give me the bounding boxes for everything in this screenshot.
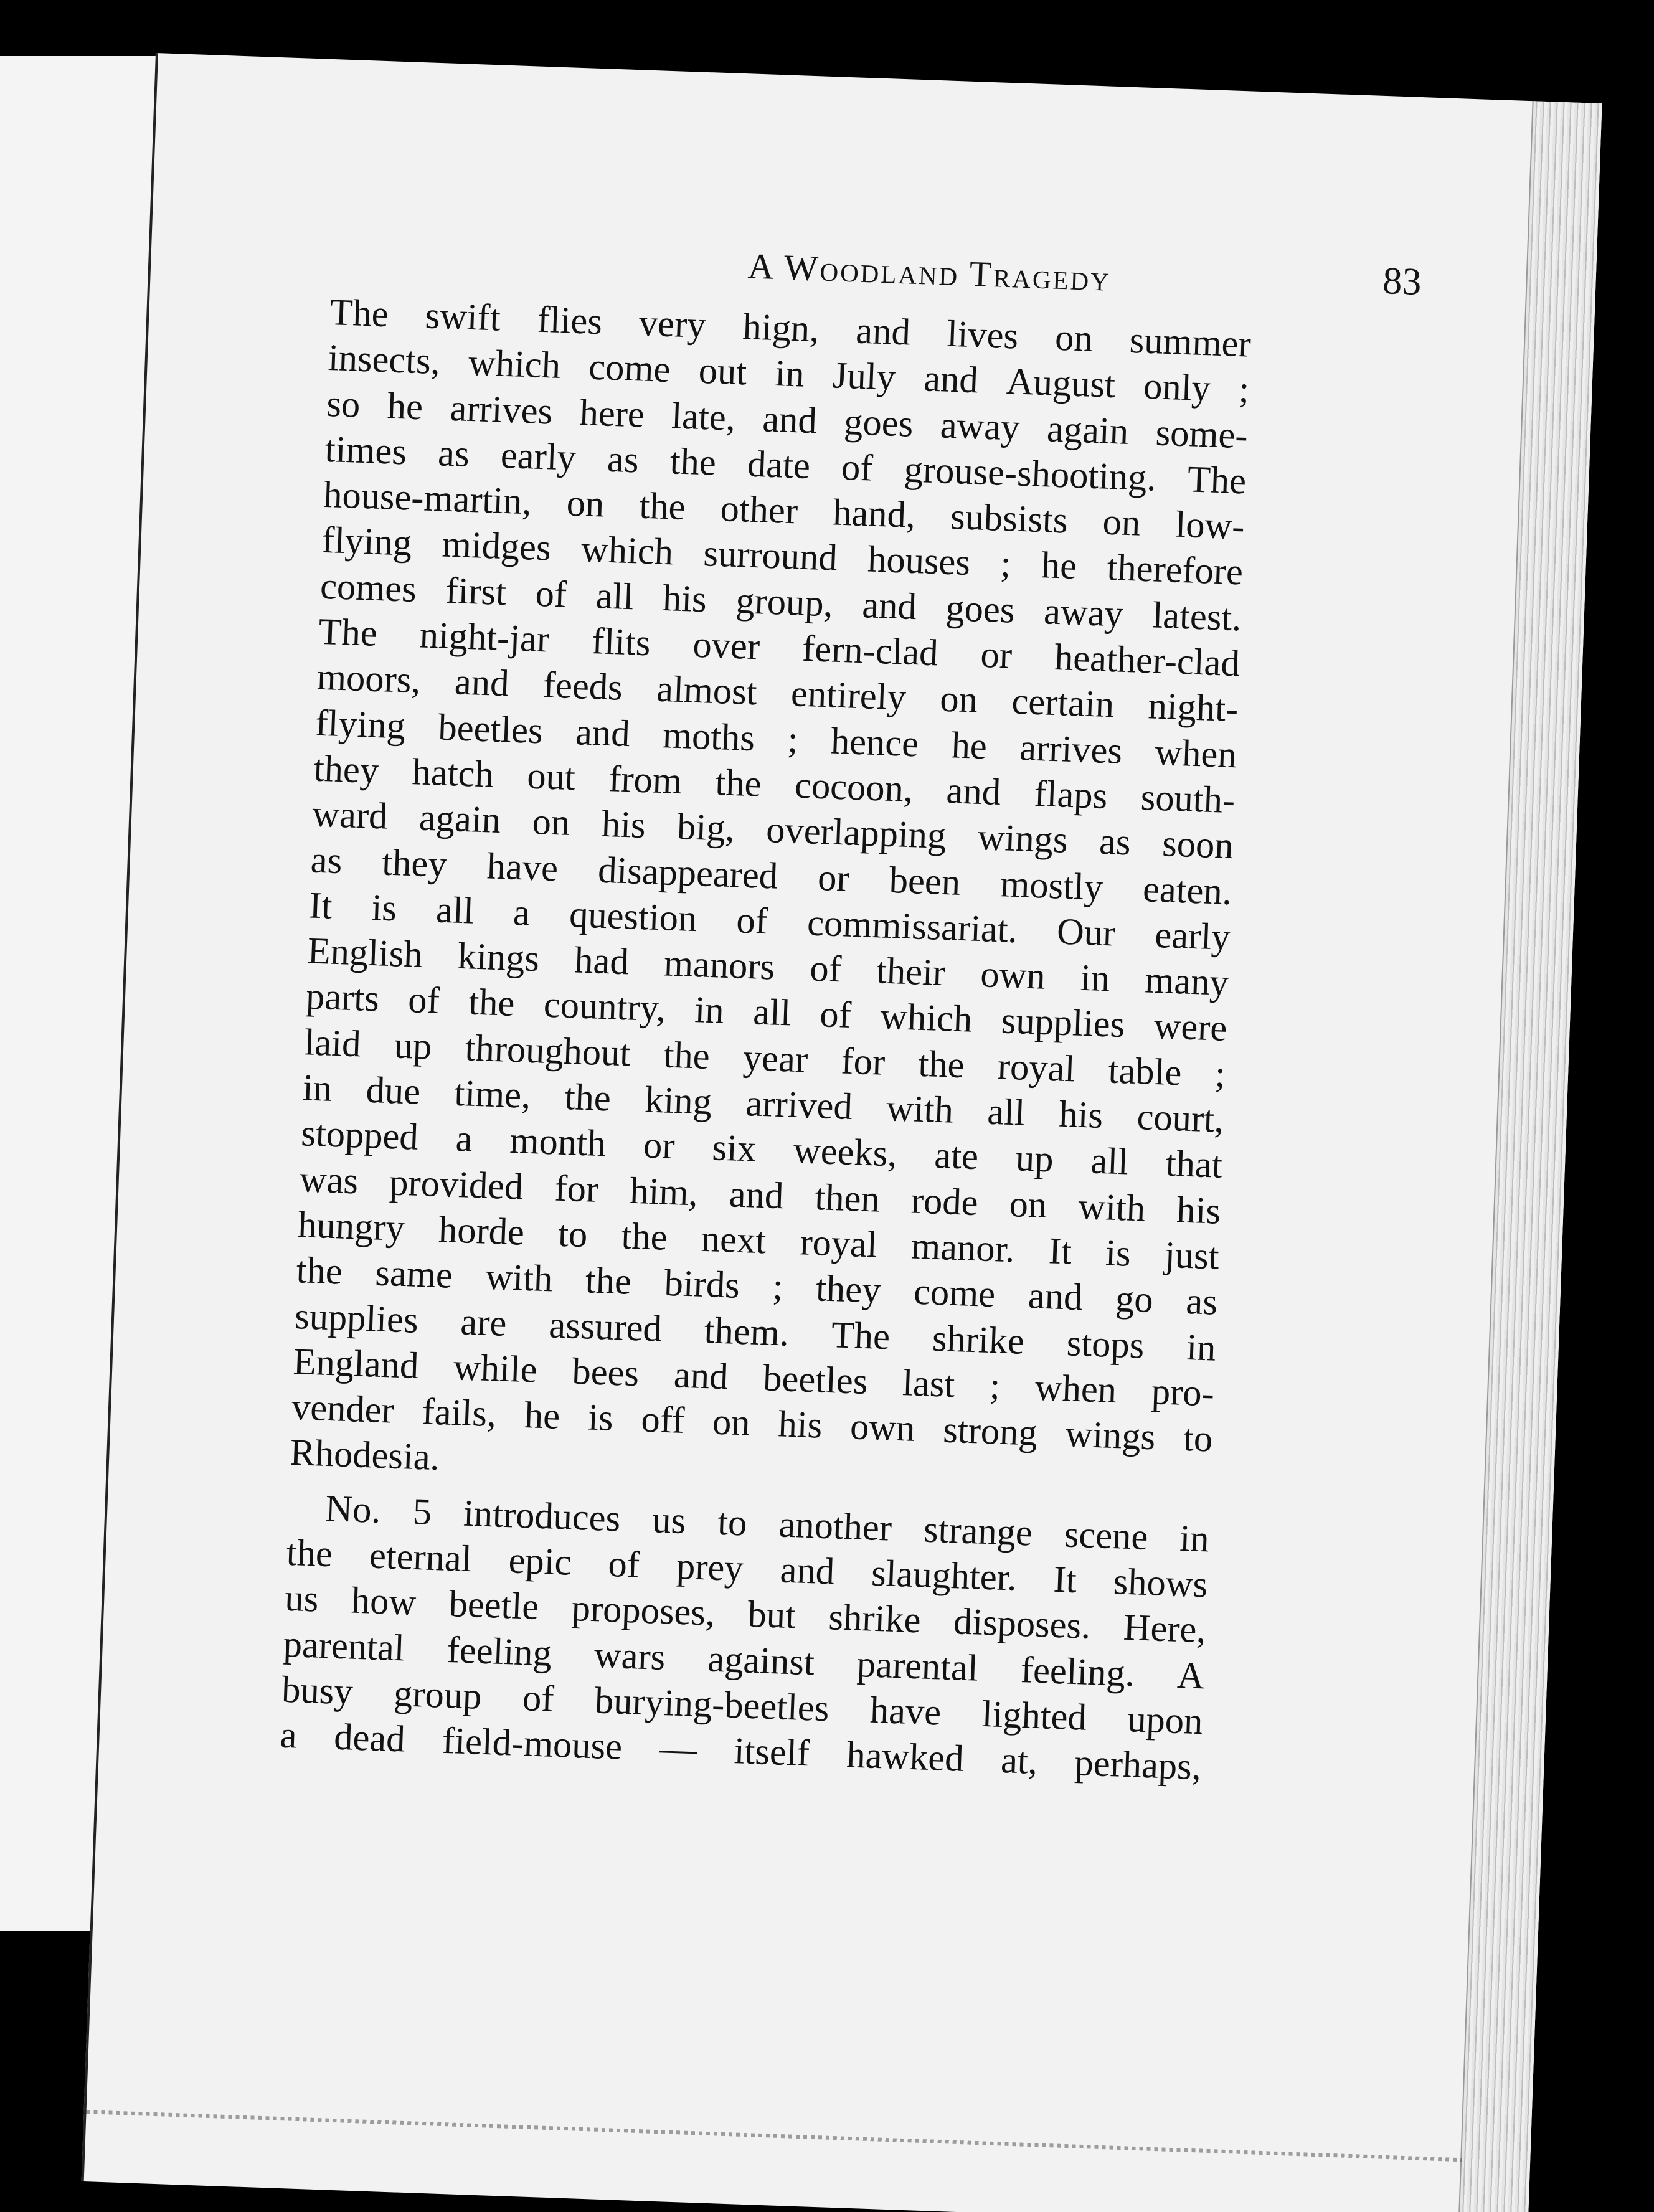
word: laid xyxy=(303,1021,362,1066)
word: he xyxy=(950,724,988,767)
word: ; xyxy=(787,718,799,761)
word: Our xyxy=(1056,910,1117,955)
word: bees xyxy=(571,1350,640,1395)
word: all xyxy=(435,889,475,932)
word: us xyxy=(651,1499,687,1542)
word: hence xyxy=(829,720,920,765)
word: It xyxy=(1052,1558,1077,1602)
word: 5 xyxy=(412,1490,433,1533)
word: ; xyxy=(989,1364,1001,1407)
word: on xyxy=(531,801,571,844)
word: of xyxy=(841,446,874,489)
word: while xyxy=(453,1346,538,1391)
word: next xyxy=(700,1217,767,1262)
word: or xyxy=(643,1124,676,1168)
word: parts xyxy=(305,975,380,1020)
word: the xyxy=(295,1249,343,1293)
word: on xyxy=(1054,316,1094,360)
word: come xyxy=(588,346,671,391)
word: country, xyxy=(542,984,667,1030)
word: houses xyxy=(867,538,971,584)
word: just xyxy=(1163,1234,1220,1278)
word: disposes. xyxy=(953,1600,1092,1648)
word: go xyxy=(1115,1278,1154,1321)
word: dead xyxy=(333,1716,406,1761)
word: beetle xyxy=(448,1583,540,1628)
word: rode xyxy=(910,1179,979,1224)
word: question xyxy=(569,893,698,940)
word: royal xyxy=(799,1221,879,1266)
word: is xyxy=(371,886,398,930)
word: off xyxy=(640,1398,686,1442)
word: he xyxy=(523,1394,561,1438)
word: a xyxy=(279,1714,298,1757)
word: to xyxy=(557,1212,588,1256)
word: and xyxy=(855,310,911,354)
word: strong xyxy=(942,1409,1038,1454)
word: shows xyxy=(1112,1561,1209,1606)
word: busy xyxy=(281,1668,354,1713)
word: him, xyxy=(629,1170,699,1214)
word: ate xyxy=(933,1135,980,1178)
word: subsists xyxy=(950,496,1069,542)
word: own xyxy=(980,953,1046,998)
word: the xyxy=(669,440,717,484)
word: all xyxy=(1090,1140,1130,1183)
word: as xyxy=(310,839,343,882)
word: lives xyxy=(946,313,1019,357)
word: early xyxy=(1154,914,1231,958)
word: and xyxy=(453,661,510,705)
word: beetles xyxy=(437,706,544,752)
word: flits xyxy=(591,620,651,664)
word: hawked xyxy=(846,1734,965,1780)
word: many xyxy=(1144,959,1230,1004)
word: soon xyxy=(1161,823,1234,867)
word: entirely xyxy=(790,673,907,719)
word: is xyxy=(1105,1232,1132,1275)
word: table xyxy=(1107,1049,1183,1094)
word: they xyxy=(381,841,448,886)
word: the xyxy=(468,981,516,1025)
word: the xyxy=(584,1259,633,1303)
word: his xyxy=(1176,1189,1222,1232)
word: year xyxy=(742,1036,809,1081)
word: over xyxy=(692,623,761,668)
word: the xyxy=(564,1076,612,1120)
word: again xyxy=(1046,407,1130,453)
word: summer xyxy=(1128,319,1252,366)
word: at, xyxy=(1000,1739,1039,1783)
word: to xyxy=(717,1501,748,1544)
word: been xyxy=(888,859,962,904)
word: and xyxy=(779,1549,836,1593)
word: of xyxy=(809,947,843,991)
word: assured xyxy=(548,1303,663,1350)
word: south- xyxy=(1140,776,1236,822)
word: all xyxy=(986,1090,1026,1134)
word: times xyxy=(324,428,408,473)
word: which xyxy=(879,996,973,1041)
word: or xyxy=(817,856,850,900)
word: last xyxy=(902,1362,956,1406)
word: latest. xyxy=(1151,594,1242,640)
word: in xyxy=(774,352,805,395)
word: overlapping xyxy=(765,809,947,858)
word: provided xyxy=(389,1161,524,1208)
word: pro- xyxy=(1150,1370,1216,1415)
word: ; xyxy=(772,1266,784,1308)
word: and xyxy=(762,397,818,442)
word: flies xyxy=(536,298,603,343)
word: ; xyxy=(1214,1053,1226,1095)
word: parental xyxy=(282,1623,405,1670)
page-stack-edges xyxy=(1458,101,1602,2212)
word: flying xyxy=(314,702,407,747)
word: moors, xyxy=(316,656,422,702)
word: his xyxy=(600,803,646,847)
word: and xyxy=(861,584,918,628)
word: date xyxy=(746,443,811,487)
word: of xyxy=(735,899,769,942)
word: up xyxy=(1014,1137,1054,1181)
word: field-mouse xyxy=(442,1719,623,1768)
word: epic xyxy=(508,1539,572,1584)
word: slaughter. xyxy=(871,1552,1018,1599)
word: strange xyxy=(923,1508,1034,1554)
word: that xyxy=(1165,1143,1223,1187)
word: as xyxy=(1185,1280,1219,1323)
word: away xyxy=(1043,590,1125,635)
word: very xyxy=(638,302,707,347)
word: early xyxy=(499,434,577,479)
word: lighted xyxy=(981,1693,1087,1739)
word: stops xyxy=(1066,1321,1145,1367)
word: but xyxy=(747,1594,797,1637)
word: low- xyxy=(1174,503,1245,548)
word: they xyxy=(313,747,380,792)
word: The xyxy=(1186,458,1247,503)
word: wings xyxy=(1064,1413,1156,1458)
word: supplies xyxy=(294,1295,419,1341)
word: arrives xyxy=(1019,726,1123,772)
word: when xyxy=(1034,1366,1118,1411)
word: The xyxy=(318,610,378,655)
word: insects, xyxy=(327,337,441,383)
word: feeling. xyxy=(1019,1648,1136,1695)
word: proposes, xyxy=(570,1587,716,1635)
word: midges xyxy=(441,524,552,570)
word: feeling xyxy=(446,1628,552,1675)
word: shrike xyxy=(828,1596,922,1642)
word: fern-clad xyxy=(801,627,939,674)
word: shrike xyxy=(931,1317,1026,1363)
word: which xyxy=(580,528,674,574)
word: the xyxy=(638,484,686,529)
word: all xyxy=(595,575,635,618)
word: the xyxy=(917,1042,965,1087)
word: in xyxy=(1186,1326,1217,1369)
word: in xyxy=(301,1067,333,1110)
word: No. xyxy=(324,1487,382,1531)
word: horde xyxy=(438,1208,526,1254)
word: hungry xyxy=(297,1204,405,1250)
word: he xyxy=(1040,544,1078,588)
word: his xyxy=(777,1403,823,1447)
word: August xyxy=(1006,361,1117,407)
word: grouse-shooting. xyxy=(903,448,1157,499)
word: on xyxy=(1102,501,1141,544)
word: goes xyxy=(945,587,1016,631)
word: us xyxy=(284,1577,319,1620)
word: time, xyxy=(453,1072,532,1117)
word: against xyxy=(707,1638,815,1684)
word: or xyxy=(980,633,1013,677)
word: the xyxy=(620,1215,668,1259)
word: his xyxy=(662,577,707,621)
word: how xyxy=(350,1579,417,1624)
word: same xyxy=(374,1252,454,1297)
book-page xyxy=(82,53,1602,2212)
word: vender xyxy=(291,1386,395,1432)
word: own xyxy=(849,1406,916,1450)
word: which xyxy=(468,342,562,387)
word: throughout xyxy=(464,1027,631,1075)
word: out xyxy=(697,350,748,394)
word: goes xyxy=(843,400,914,445)
word: with xyxy=(886,1087,955,1132)
word: when xyxy=(1154,731,1237,776)
word: for xyxy=(840,1040,886,1084)
word: six xyxy=(711,1127,757,1171)
word: king xyxy=(644,1079,713,1123)
word: moths xyxy=(662,714,756,759)
word: perhaps, xyxy=(1074,1742,1203,1789)
body-text xyxy=(280,290,1252,1790)
word: kings xyxy=(456,935,541,980)
word: in xyxy=(1179,1517,1210,1561)
word: on xyxy=(565,482,605,526)
word: only xyxy=(1143,366,1212,410)
word: wings xyxy=(976,816,1069,862)
word: have xyxy=(869,1689,942,1734)
word: certain xyxy=(1011,681,1115,726)
word: and xyxy=(728,1173,785,1217)
word: stopped xyxy=(300,1112,419,1159)
word: The xyxy=(329,291,389,336)
word: almost xyxy=(656,668,758,714)
word: mostly xyxy=(999,863,1104,909)
word: July xyxy=(831,354,897,399)
word: It xyxy=(1047,1230,1073,1273)
word: arrived xyxy=(745,1082,853,1128)
word: another xyxy=(778,1503,893,1549)
word: comes xyxy=(319,565,417,610)
word: feeds xyxy=(542,664,623,709)
word: then xyxy=(814,1176,881,1221)
word: flying xyxy=(321,519,413,565)
word: on xyxy=(939,678,979,722)
word: on xyxy=(711,1401,751,1444)
word: ; xyxy=(999,543,1012,585)
word: The xyxy=(830,1313,891,1358)
word: prey xyxy=(676,1545,744,1590)
word: as xyxy=(437,432,470,475)
word: with xyxy=(484,1255,554,1300)
word: a xyxy=(455,1118,473,1161)
word: as xyxy=(607,438,640,481)
word: here xyxy=(579,391,646,436)
word: royal xyxy=(996,1045,1076,1090)
word: to xyxy=(1183,1417,1214,1460)
word: of xyxy=(534,572,568,616)
word: supplies xyxy=(1000,1000,1126,1046)
word: away xyxy=(939,404,1021,449)
word: parental xyxy=(856,1643,979,1690)
word: disappeared xyxy=(597,849,779,897)
word: heather-clad xyxy=(1054,636,1240,685)
word: the xyxy=(285,1531,334,1576)
word: of xyxy=(607,1543,641,1586)
word: A xyxy=(1176,1654,1206,1697)
word: group xyxy=(393,1672,483,1718)
word: group, xyxy=(735,579,834,625)
word: of xyxy=(819,993,853,1037)
word: eternal xyxy=(368,1534,473,1581)
word: on xyxy=(1008,1183,1048,1226)
word: the xyxy=(663,1034,711,1077)
word: other xyxy=(719,488,799,532)
word: for xyxy=(554,1167,600,1211)
word: are xyxy=(460,1300,508,1345)
word: and xyxy=(673,1354,729,1398)
word: flaps xyxy=(1033,772,1108,818)
word: were xyxy=(1153,1005,1228,1050)
word: his xyxy=(1058,1093,1104,1137)
word: first xyxy=(445,569,508,613)
word: manor. xyxy=(910,1225,1016,1271)
word: and xyxy=(575,711,631,755)
word: in xyxy=(694,989,725,1033)
word: weeks, xyxy=(793,1130,898,1175)
word: beetles xyxy=(762,1357,869,1403)
text-line-content: Rhodesia. xyxy=(289,1432,441,1479)
word: big, xyxy=(676,806,735,850)
word: again xyxy=(418,796,502,842)
page-bottom-edge xyxy=(86,2110,1462,2162)
word: as xyxy=(1099,820,1132,864)
word: them. xyxy=(703,1309,790,1354)
word: wars xyxy=(593,1633,666,1678)
word: hand, xyxy=(832,491,917,537)
word: he xyxy=(386,384,424,428)
word: have xyxy=(486,844,559,889)
word: house-martin, xyxy=(323,474,532,523)
word: hatch xyxy=(411,751,494,796)
word: hign, xyxy=(742,306,820,351)
word: manors xyxy=(663,942,776,988)
running-head: A Woodland Tragedy xyxy=(747,245,1112,299)
word: court, xyxy=(1136,1096,1225,1141)
word: is xyxy=(587,1396,614,1440)
word: commissariat. xyxy=(806,902,1019,951)
word: late, xyxy=(671,394,737,439)
word: English xyxy=(306,930,423,976)
word: scene xyxy=(1063,1513,1149,1558)
word: Here, xyxy=(1122,1607,1207,1652)
word: burying-beetles xyxy=(594,1680,830,1730)
word: fails, xyxy=(421,1391,498,1435)
word: upon xyxy=(1127,1698,1204,1743)
word: up xyxy=(393,1024,433,1068)
word: itself xyxy=(733,1730,810,1775)
word: cocoon, xyxy=(794,764,914,811)
word: night-jar xyxy=(418,614,551,661)
word: arrives xyxy=(449,387,554,433)
word: and xyxy=(1027,1275,1084,1319)
word: month xyxy=(509,1120,607,1165)
word: swift xyxy=(424,295,501,339)
word: England xyxy=(292,1340,420,1387)
word: they xyxy=(815,1267,882,1312)
word: of xyxy=(521,1677,555,1720)
page-number: 83 xyxy=(1382,260,1422,304)
word: birds xyxy=(663,1262,740,1307)
word: night- xyxy=(1147,685,1239,730)
word: surround xyxy=(702,532,838,580)
word: of xyxy=(407,979,441,1023)
word: therefore xyxy=(1106,547,1244,593)
word: It xyxy=(308,884,333,927)
word: from xyxy=(608,758,683,803)
word: introduces xyxy=(463,1492,621,1540)
word: ; xyxy=(1238,369,1250,411)
word: out xyxy=(526,755,576,799)
word: — xyxy=(658,1728,698,1771)
word: due xyxy=(365,1069,422,1113)
word: come xyxy=(913,1270,996,1316)
word: and xyxy=(945,770,1002,814)
word: eaten. xyxy=(1142,867,1233,913)
word: some- xyxy=(1155,412,1249,457)
word: their xyxy=(876,950,947,995)
word: in xyxy=(1079,957,1111,1000)
word: a xyxy=(512,891,531,934)
word: and xyxy=(923,357,979,402)
word: all xyxy=(752,991,792,1034)
word: the xyxy=(714,762,762,805)
word: ward xyxy=(311,793,389,838)
word: so xyxy=(326,382,361,426)
word: had xyxy=(574,939,630,983)
word: with xyxy=(1077,1185,1146,1230)
word: was xyxy=(298,1158,359,1203)
